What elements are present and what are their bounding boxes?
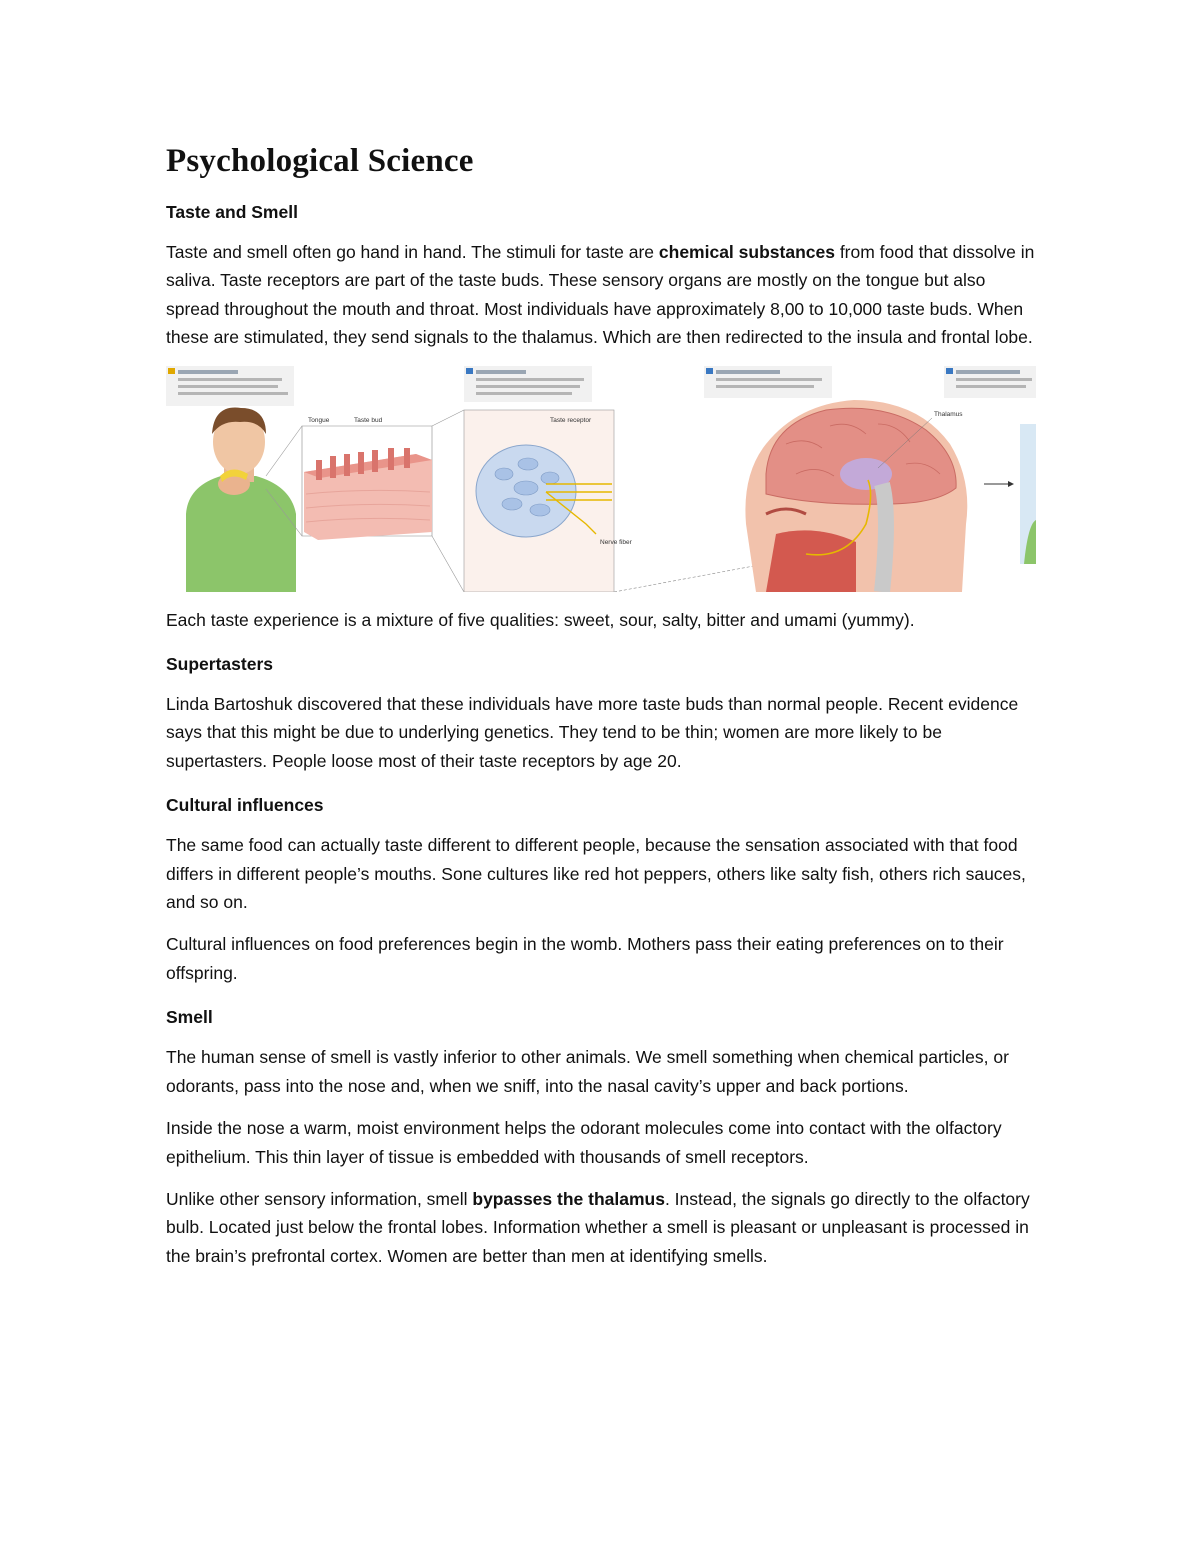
text-run: from food that dissolve in saliva. Taste receptors are part of the taste buds. These sensory organs are mostly on the tongue but also spread throughout the mouth and throat. Most individuals have approximately 8,00 to 10,000 taste buds. When these are stimulated, they send signals to the thalamus. Which are then redirected to the insula and frontal lobe. [166,242,1035,348]
section-heading-cultural: Cultural influences [166,795,324,816]
taste-pathway-figure [166,364,1036,592]
document-body [166,140,1036,1270]
panel-boy-eating [166,366,296,592]
paragraph-supertasters: Linda Bartoshuk discovered that these individuals have more taste buds than normal people. Recent evidence says that this might be due to underlying genetics. They tend to be thin; women are more likely to be supertasters. People loose most of their taste receptors by age 20. [166,694,1019,771]
paragraph-taste-intro [166,238,1036,352]
figure-label-thalamus: Thalamus [934,410,963,418]
document-title: Psychological Science [166,143,474,179]
text-run: Taste and smell often go hand in hand. The stimuli for taste are [166,242,659,262]
figure-label-taste-receptor: Taste receptor [550,416,592,424]
text-run: Unlike other sensory information, smell [166,1188,473,1209]
panel-taste-receptor [432,366,633,592]
section-heading-supertasters: Supertasters [166,654,273,675]
figure-label-tongue: Tongue [308,416,330,424]
taste-pathway-illustration [166,364,1036,592]
bold-chemical-substances: chemical substances [658,242,835,262]
paragraph-smell-1: The human sense of smell is vastly inferior to other animals. We smell something when chemical particles, or odorants, pass into the nose and, when we sniff, into the nasal cavity’s upper and back portions. [166,1047,1009,1096]
panel-brain-pathway [614,366,1014,592]
paragraph-cultural-1: The same food can actually taste different to different people, because the sensation associated with that food differs in different people’s mouths. Sone cultures like red hot peppers, others like salty fish, others rich sauces, and so on. [166,835,1026,913]
section-heading-smell: Smell [166,1007,213,1028]
figure-label-taste-bud: Taste bud [354,416,383,424]
paragraph-smell-2: Inside the nose a warm, moist environment helps the odorant molecules come into contact with the olfactory epithelium. This thin layer of tissue is embedded with thousands of smell receptors. [166,1118,1002,1167]
figure-label-nerve-fiber: Nerve fiber [600,538,632,546]
paragraph-smell-3 [166,1185,1036,1270]
paragraph-five-qualities: Each taste experience is a mixture of five qualities: sweet, sour, salty, bitter and umami (yummy). [166,609,915,630]
section-heading-taste-smell: Taste and Smell [166,202,298,222]
paragraph-cultural-2: Cultural influences on food preferences begin in the womb. Mothers pass their eating preferences on to their offspring. [166,934,1004,983]
panel-tongue-tissue [266,417,432,540]
bold-bypasses-thalamus: bypasses the thalamus [472,1188,665,1209]
text-run: . Instead, the signals go directly to the olfactory bulb. Located just below the frontal lobes. Information whether a smell is pleasant or unpleasant is processed in the brain’s prefrontal cortex. Women are better than men at identifying smells. [166,1188,1030,1266]
